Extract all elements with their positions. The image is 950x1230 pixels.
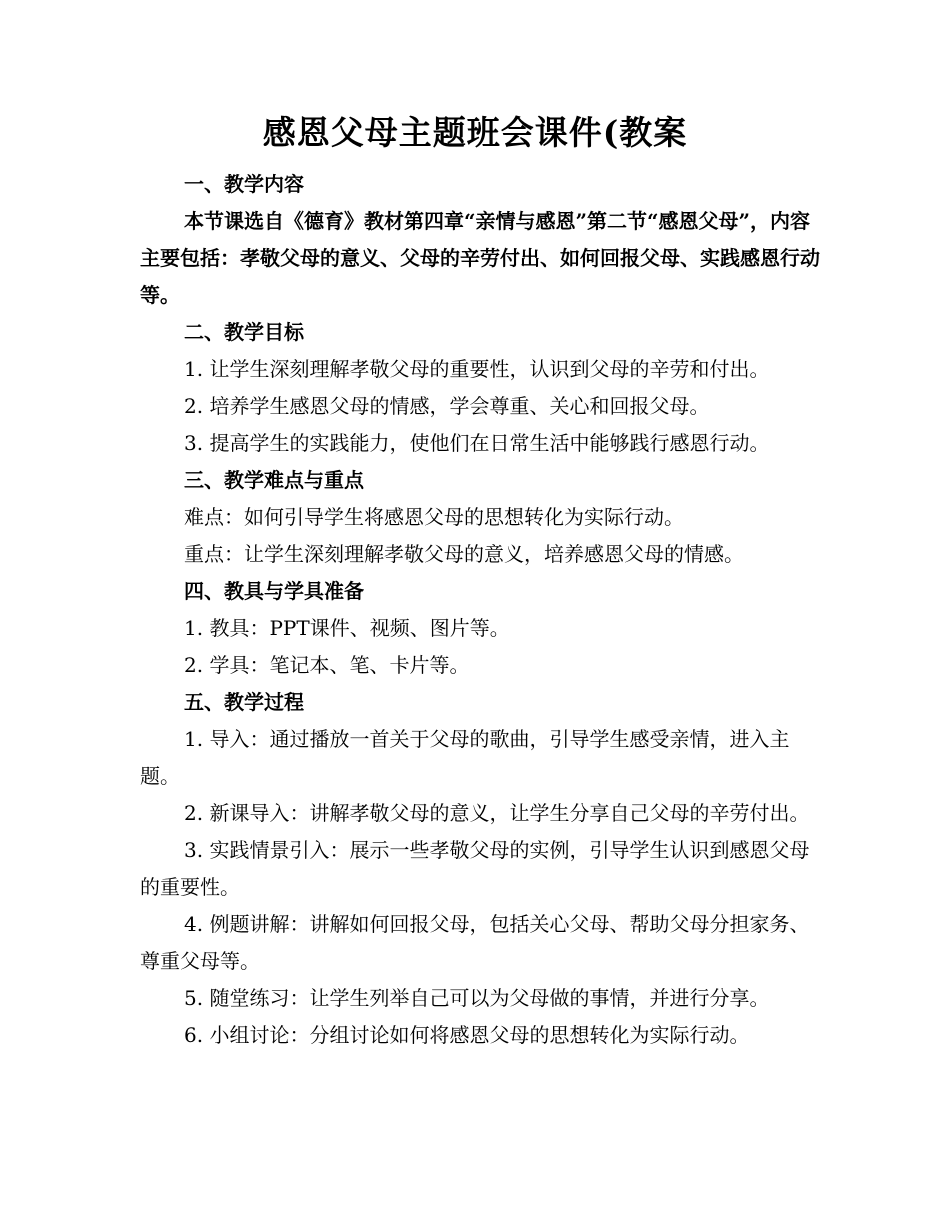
section-heading-process: 五、教学过程 <box>184 690 304 714</box>
process-item-5: 5. 随堂练习：让学生列举自己可以为父母做的事情，并进行分享。 <box>184 986 770 1010</box>
process-item-3: 3. 实践情景引入：展示一些孝敬父母的实例，引导学生认识到感恩父母的重要性。 <box>140 838 810 899</box>
objective-item-1: 1. 让学生深刻理解孝敬父母的重要性，认识到父母的辛劳和付出。 <box>184 357 770 381</box>
process-item-4: 4. 例题讲解：讲解如何回报父母，包括关心父母、帮助父母分担家务、尊重父母等。 <box>140 912 810 973</box>
process-item-2: 2. 新课导入：讲解孝敬父母的意义，让学生分享自己父母的辛劳付出。 <box>184 801 810 825</box>
process-item-1: 1. 导入：通过播放一首关于父母的歌曲，引导学生感受亲情，进入主题。 <box>140 727 790 788</box>
materials-item-2: 2. 学具：笔记本、笔、卡片等。 <box>184 653 470 677</box>
section-heading-content: 一、教学内容 <box>184 172 304 196</box>
objective-item-3: 3. 提高学生的实践能力，使他们在日常生活中能够践行感恩行动。 <box>184 431 770 455</box>
section-heading-difficulties: 三、教学难点与重点 <box>184 468 364 492</box>
difficulty-item: 难点：如何引导学生将感恩父母的思想转化为实际行动。 <box>184 505 684 529</box>
document-title: 感恩父母主题班会课件(教案 <box>262 113 688 152</box>
objective-item-2: 2. 培养学生感恩父母的情感，学会尊重、关心和回报父母。 <box>184 394 710 418</box>
document-body <box>140 166 820 1054</box>
process-item-6: 6. 小组讨论：分组讨论如何将感恩父母的思想转化为实际行动。 <box>184 1023 750 1047</box>
materials-item-1: 1. 教具：PPT课件、视频、图片等。 <box>184 616 510 640</box>
content-paragraph: 本节课选自《德育》教材第四章“亲情与感恩”第二节“感恩父母”，内容主要包括：孝敬父母的意义、父母的辛劳付出、如何回报父母、实践感恩行动等。 <box>140 209 820 307</box>
section-heading-objectives: 二、教学目标 <box>184 320 304 344</box>
focus-item: 重点：让学生深刻理解孝敬父母的意义，培养感恩父母的情感。 <box>184 542 744 566</box>
section-heading-materials: 四、教具与学具准备 <box>184 579 364 603</box>
